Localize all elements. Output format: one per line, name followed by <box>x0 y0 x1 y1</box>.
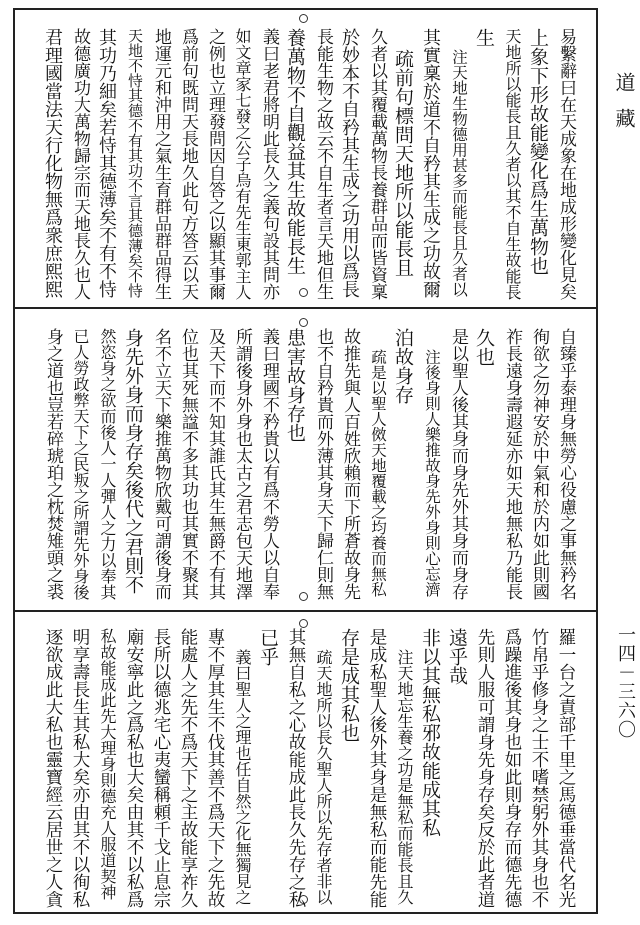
page-number: 一四－三六〇 <box>615 625 636 739</box>
text-panel-3 <box>24 628 590 908</box>
text-column: 及天下而不知其誰氏其生無爵不有其 <box>205 328 225 600</box>
text-column: 然恣身之欲而後人一人彈人之力以奉其 <box>98 328 117 600</box>
text-column: 其實稟於道不自矜其生成之功故爾 <box>420 28 441 298</box>
text-panel-2 <box>24 328 590 603</box>
text-column: 是成私聖人後外其身是無私而能先能 <box>367 628 387 908</box>
text-column: 私故能成此先大理身則德充人服道契神 <box>98 628 117 900</box>
text-column: 專不厚其生不伐其善不爲天下之先故 <box>205 628 225 908</box>
text-column: 養萬物不自觀益其生故能長生 <box>284 28 306 275</box>
text-column: 地運元和沖用之氣生育群品群品得生 <box>151 28 171 300</box>
text-column: 患害故身存也 <box>284 328 306 442</box>
text-column: 身先外身而身存矣後代之君則不 <box>122 328 144 594</box>
margin-title-char-1: 道 <box>612 72 636 92</box>
binding-hole-top-1 <box>299 14 308 23</box>
text-column: 久者以其覆載萬物長養群品而皆資稟 <box>367 28 387 300</box>
text-column: 注天地忘生養之功是無私而能長且久 <box>395 649 414 905</box>
text-column: 遠乎哉 <box>446 628 468 685</box>
text-column: 如文章家七發之公子烏有先生東郭主人 <box>233 28 252 300</box>
text-column: 竹帛乎修身之士不嗜禁躬外其身也不 <box>529 628 549 908</box>
text-column: 已人勞政弊天下之民叛之所謂先外身後 <box>71 328 90 600</box>
text-column: 易繫辭曰在天成象在地成形變化見矣 <box>556 28 576 300</box>
text-column: 所謂後身外身也太古之君志包天地澤 <box>232 328 252 600</box>
text-column: 之例也立理發問因自答之以顯其事爾 <box>205 28 225 300</box>
text-column: 爲躁進後其身也如此則身存而德先德 <box>502 628 522 908</box>
text-column: 義曰理國不矜貴以有爲不勞人以自奉 <box>259 328 279 600</box>
text-column: 存是成其私也 <box>338 628 360 742</box>
text-column: 上象下形故能變化爲生萬物也 <box>527 28 549 275</box>
text-column: 注天地生物德用甚多而能長且久者以 <box>450 49 468 297</box>
text-column: 已乎 <box>257 628 279 666</box>
text-column: 天地不恃其德不有其功不言其德薄矣不恃 <box>126 28 144 298</box>
text-column: 自臻乎泰理身無勞心役慮之事無矜名 <box>556 328 576 600</box>
text-column: 位也其死無諡不多其功也其實不聚其 <box>178 328 198 600</box>
text-column: 徇欲之勿神安於中氣和於内如此則國 <box>529 328 549 600</box>
text-column: 泊故身存 <box>392 328 414 404</box>
text-column: 疏天地所以長久聖人所以先存者非以 <box>314 649 333 905</box>
text-column: 長能生物之故云不自生者言天地但生 <box>313 28 333 300</box>
text-column: 先則人服可謂身先身存矣反於此者道 <box>475 628 495 908</box>
text-column: 名不立天下樂推萬物欣戴可謂後身而 <box>151 328 171 600</box>
text-column: 長所以德兆宅心夷蠻稱頼千戈止息宗 <box>151 628 171 908</box>
binding-hole-top-3 <box>299 619 308 628</box>
text-column: 能處人之先不爲天下之主故能享祚久 <box>178 628 198 908</box>
text-column: 於妙本不自矜其生成之功用以爲長 <box>339 28 360 298</box>
text-column: 也不自矜貴而外薄其身天下歸仁則無 <box>313 328 333 600</box>
text-column: 祚長遠身壽遐延亦如天地無私乃能長 <box>502 328 522 600</box>
text-column: 疏前句標問天地所以能長且 <box>392 49 414 277</box>
text-column: 非以其無私邪故能成其私 <box>419 628 441 837</box>
text-column: 義曰老君將明此長久之義句設其問亦 <box>259 28 279 300</box>
text-column: 久也 <box>473 328 495 366</box>
text-column: 爲前句既問天長地久此句方答云以天 <box>178 28 198 300</box>
panel-divider-2 <box>13 610 598 612</box>
text-column: 故德廣功大萬物歸宗而天地長久也人 <box>70 28 90 300</box>
text-column: 君理國當法天行化物無爲衆庶熙熙 <box>42 28 63 298</box>
text-column: 羅一台之責部千里之馬德垂當代名光 <box>556 628 576 908</box>
text-column: 是以聖人後其身而身先外其身而身存 <box>448 328 468 600</box>
panel-divider-1 <box>13 307 598 309</box>
text-column: 身之道也豈若碎琥珀之枕焚雉頭之裘 <box>43 328 63 600</box>
text-column: 其無自私之心故能成此長久先存之私 <box>286 628 306 908</box>
binding-hole-top-2 <box>299 318 308 327</box>
text-column: 其功乃細矣若恃其德薄矣不有不恃 <box>96 28 117 298</box>
text-column: 故推先與人百姓欣賴而下所蒼故身先 <box>340 328 360 600</box>
margin-title-char-2: 藏 <box>612 108 636 128</box>
text-column: 生 <box>473 28 495 47</box>
text-column: 天地所以能長且久者以其不自生故能長 <box>503 28 522 300</box>
text-panel-1 <box>24 28 590 303</box>
text-column: 廟安寧此之爲私也大矣由其不以私爲 <box>124 628 144 908</box>
text-column: 明享壽長生其私大矣亦由其不以徇私 <box>70 628 90 908</box>
text-column: 義曰聖人之理也任自然之化無獨見之 <box>233 649 252 905</box>
text-column: 注後身則人樂推故身先外身則心忘濟 <box>423 349 441 597</box>
text-column: 疏是以聖人傚天地覆載之均養而無私 <box>369 349 387 597</box>
text-column: 逐欲成此大私也靈寶經云居世之人貪 <box>43 628 63 908</box>
